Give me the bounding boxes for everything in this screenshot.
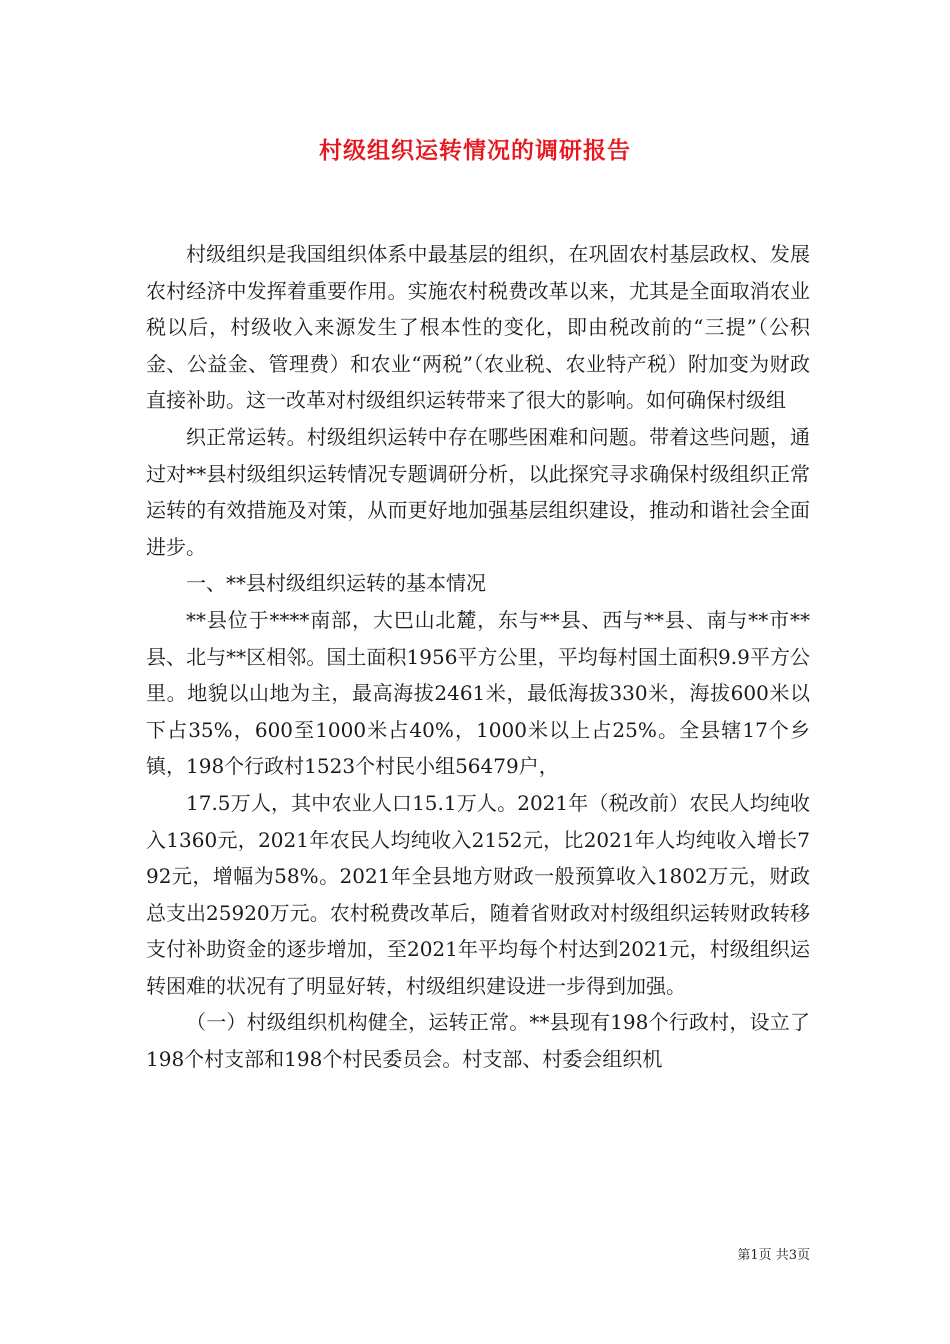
page-indicator: 第1页 共3页 [737,1248,810,1263]
paragraph-intro: 村级组织是我国组织体系中最基层的组织，在巩固农村基层政权、发展农村经济中发挥着重要作用。实施农村税费改革以来，尤其是全面取消农业税以后，村级收入来源发生了根本性的变化，即由税改前的“三提”（公积金、公益金、管理费）和农业“两税”（农业税、农业特产税）附加变为财政直接补助。这一改革对村级组织运转带来了很大的影响。如何确保村级组 [146,242,810,413]
document-body [146,236,810,1078]
paragraph-geography: **县位于****南部，大巴山北麓，东与**县、西与**县、南与**市**县、北与**区相邻。国土面积1956平方公里，平均每村国土面积9.9平方公里。地貌以山地为主，最高海拔2461米，最低海拔330米，海拔600米以下占35%，600至1000米占40%，1000米以上占25%。全县辖17个乡镇，198个行政村1523个村民小组56479户， [146,607,810,779]
paragraph-income: 17.5万人，其中农业人口15.1万人。2021年（税改前）农民人均纯收入1360元，2021年农民人均纯收入2152元，比2021年人均纯收入增长792元，增幅为58%。2021年全县地方财政一般预算收入1802万元，财政总支出25920万元。农村税费改革后，随着省财政对村级组织运转财政转移支付补助资金的逐步增加，至2021年平均每个村达到2021元，村级组织运转困难的状况有了明显好转，村级组织建设进一步得到加强。 [146,790,810,998]
section-heading-basic-situation: 一、**县村级组织运转的基本情况 [186,571,486,596]
paragraph-questions: 织正常运转。村级组织运转中存在哪些困难和问题。带着这些问题，通过对**县村级组织运转情况专题调研分析，以此探究寻求确保村级组织正常运转的有效措施及对策，从而更好地加强基层组织建设，推动和谐社会全面进步。 [146,424,810,559]
paragraph-organization: （一）村级组织机构健全，运转正常。**县现有198个行政村，设立了198个村支部和198个村民委员会。村支部、村委会组织机 [146,1010,810,1072]
document-title: 村级组织运转情况的调研报告 [319,137,631,164]
